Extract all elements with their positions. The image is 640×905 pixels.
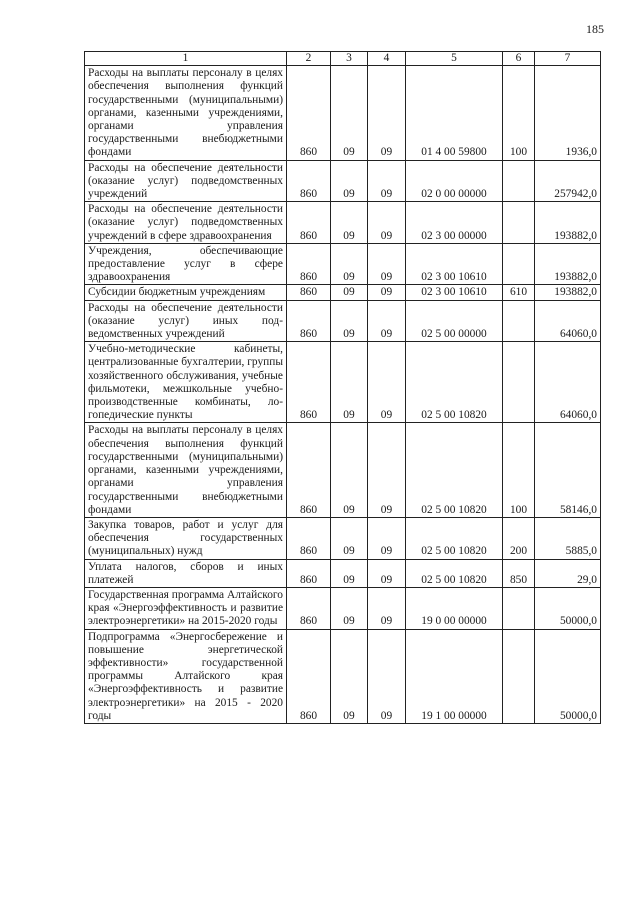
table-row <box>85 423 601 517</box>
row-sum: 29,0 <box>535 559 601 587</box>
header-col-6: 6 <box>503 52 535 66</box>
row-vedomstvo: 860 <box>287 202 331 244</box>
row-expense-type <box>503 243 535 285</box>
row-target-article: 02 5 00 10820 <box>406 517 503 559</box>
row-vedomstvo: 860 <box>287 66 331 160</box>
row-razdel: 09 <box>331 202 368 244</box>
header-col-3: 3 <box>331 52 368 66</box>
row-razdel: 09 <box>331 559 368 587</box>
table-row <box>85 202 601 244</box>
row-razdel: 09 <box>331 160 368 202</box>
row-podrazdel: 09 <box>368 202 406 244</box>
header-col-4: 4 <box>368 52 406 66</box>
row-sum: 1936,0 <box>535 66 601 160</box>
row-sum: 64060,0 <box>535 342 601 423</box>
table-row <box>85 160 601 202</box>
row-name: Расходы на обеспечение деятельности (оказание услуг) подведомственных учреждений в сфере здравоохранения <box>85 202 287 244</box>
table-row <box>85 66 601 160</box>
row-sum: 50000,0 <box>535 629 601 723</box>
row-expense-type <box>503 300 535 342</box>
table-row <box>85 342 601 423</box>
row-podrazdel: 09 <box>368 342 406 423</box>
row-razdel: 09 <box>331 342 368 423</box>
row-vedomstvo: 860 <box>287 587 331 629</box>
row-expense-type <box>503 202 535 244</box>
row-target-article: 02 3 00 10610 <box>406 285 503 300</box>
row-expense-type <box>503 342 535 423</box>
row-sum: 5885,0 <box>535 517 601 559</box>
header-col-2: 2 <box>287 52 331 66</box>
row-podrazdel: 09 <box>368 423 406 517</box>
row-podrazdel: 09 <box>368 559 406 587</box>
row-vedomstvo: 860 <box>287 342 331 423</box>
row-expense-type: 850 <box>503 559 535 587</box>
row-name: Расходы на обеспечение деятельности (оказание услуг) подведомственных учреждений <box>85 160 287 202</box>
row-razdel: 09 <box>331 300 368 342</box>
row-podrazdel: 09 <box>368 160 406 202</box>
row-podrazdel: 09 <box>368 300 406 342</box>
row-razdel: 09 <box>331 285 368 300</box>
row-vedomstvo: 860 <box>287 243 331 285</box>
header-col-5: 5 <box>406 52 503 66</box>
row-vedomstvo: 860 <box>287 160 331 202</box>
row-expense-type: 610 <box>503 285 535 300</box>
row-sum: 193882,0 <box>535 285 601 300</box>
row-sum: 193882,0 <box>535 243 601 285</box>
row-name: Уплата налогов, сборов и иных платежей <box>85 559 287 587</box>
row-vedomstvo: 860 <box>287 629 331 723</box>
table-row <box>85 300 601 342</box>
row-razdel: 09 <box>331 66 368 160</box>
row-target-article: 02 5 00 10820 <box>406 342 503 423</box>
row-vedomstvo: 860 <box>287 559 331 587</box>
header-col-1: 1 <box>85 52 287 66</box>
row-name: Учреждения, обеспечивающие предоставление услуг в сфере здравоохранения <box>85 243 287 285</box>
row-sum: 58146,0 <box>535 423 601 517</box>
budget-table <box>84 51 601 724</box>
row-expense-type <box>503 160 535 202</box>
row-target-article: 02 3 00 10610 <box>406 243 503 285</box>
row-vedomstvo: 860 <box>287 285 331 300</box>
row-expense-type: 200 <box>503 517 535 559</box>
row-podrazdel: 09 <box>368 517 406 559</box>
table-row <box>85 243 601 285</box>
row-name: Расходы на выплаты персоналу в целях обеспечения выполнения функций государственными (муниципальными) органами, казенными учреждениями, органами управления государственными внебюджетными фондами <box>85 66 287 160</box>
row-expense-type: 100 <box>503 66 535 160</box>
row-expense-type <box>503 587 535 629</box>
row-expense-type: 100 <box>503 423 535 517</box>
row-target-article: 02 5 00 10820 <box>406 559 503 587</box>
row-sum: 193882,0 <box>535 202 601 244</box>
row-podrazdel: 09 <box>368 243 406 285</box>
row-sum: 257942,0 <box>535 160 601 202</box>
header-row <box>85 52 601 66</box>
row-razdel: 09 <box>331 423 368 517</box>
row-name: Подпрограмма «Энергосбережение и повышение энергетической эффективности» государственной программы Алтайского края «Энергоэффективность и развитие электроэнергетики» на 2015 - 2020 годы <box>85 629 287 723</box>
row-name: Учебно-методические кабинеты, централизованные бухгалтерии, группы хозяйственного обслуживания, учебные фильмотеки, межшкольные учебно-производственные комбинаты, логопедические пункты <box>85 342 287 423</box>
row-sum: 64060,0 <box>535 300 601 342</box>
row-podrazdel: 09 <box>368 629 406 723</box>
row-vedomstvo: 860 <box>287 423 331 517</box>
page-number: 185 <box>586 22 604 36</box>
row-razdel: 09 <box>331 243 368 285</box>
row-name: Расходы на обеспечение деятельности (оказание услуг) иных подведомственных учреждений <box>85 300 287 342</box>
row-name: Закупка товаров, работ и услуг для обеспечения государственных (муниципальных) нужд <box>85 517 287 559</box>
row-podrazdel: 09 <box>368 285 406 300</box>
row-target-article: 02 3 00 00000 <box>406 202 503 244</box>
row-expense-type <box>503 629 535 723</box>
row-sum: 50000,0 <box>535 587 601 629</box>
table-row <box>85 559 601 587</box>
table-row <box>85 629 601 723</box>
table-row <box>85 285 601 300</box>
row-target-article: 02 0 00 00000 <box>406 160 503 202</box>
row-vedomstvo: 860 <box>287 300 331 342</box>
row-target-article: 19 1 00 00000 <box>406 629 503 723</box>
header-col-7: 7 <box>535 52 601 66</box>
row-vedomstvo: 860 <box>287 517 331 559</box>
row-razdel: 09 <box>331 587 368 629</box>
row-name: Субсидии бюджетным учреждениям <box>85 285 287 300</box>
table-row <box>85 517 601 559</box>
row-podrazdel: 09 <box>368 66 406 160</box>
row-razdel: 09 <box>331 629 368 723</box>
row-name: Расходы на выплаты персоналу в целях обеспечения выполнения функций государственными (муниципальными) органами, казенными учреждениями, органами управления государственными внебюджетными фондами <box>85 423 287 517</box>
row-target-article: 19 0 00 00000 <box>406 587 503 629</box>
row-podrazdel: 09 <box>368 587 406 629</box>
table-row <box>85 587 601 629</box>
row-target-article: 02 5 00 00000 <box>406 300 503 342</box>
row-target-article: 01 4 00 59800 <box>406 66 503 160</box>
row-name: Государственная программа Алтайского края «Энергоэффективность и развитие электроэнергетики» на 2015-2020 годы <box>85 587 287 629</box>
row-razdel: 09 <box>331 517 368 559</box>
row-target-article: 02 5 00 10820 <box>406 423 503 517</box>
